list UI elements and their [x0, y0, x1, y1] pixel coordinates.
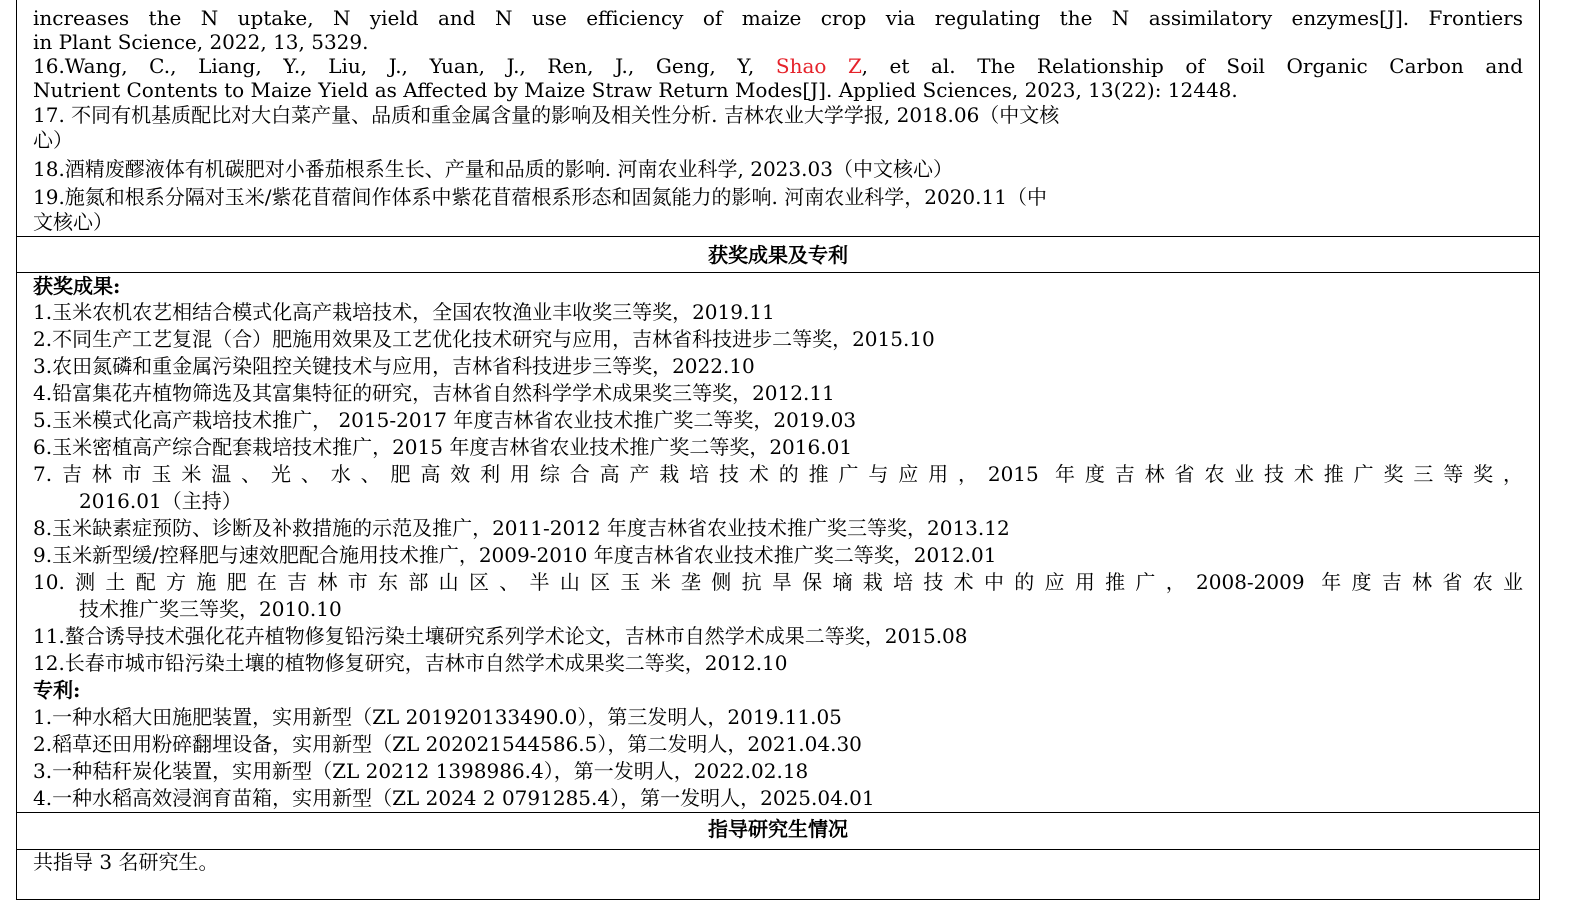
patent-item: 3.一种秸秆炭化装置，实用新型（ZL 20212 1398986.4），第一发明人，2022.02.18: [33, 759, 809, 783]
award-item: 2.不同生产工艺复混（合）肥施用效果及工艺优化技术研究与应用，吉林省科技进步二等奖，2015.10: [33, 327, 935, 351]
students-heading: 指导研究生情况: [708, 817, 848, 841]
highlighted-author: Shao Z: [775, 54, 862, 78]
publication-title: , et al. The Relationship of Soil Organic Carbon and: [861, 54, 1523, 78]
award-item: 7.吉林市玉米温、光、水、肥高效利用综合高产栽培技术的推广与应用，2015 年度吉林省农业技术推广奖三等奖，: [33, 462, 1523, 486]
awards-heading: 获奖成果及专利: [708, 243, 848, 267]
divider: [17, 272, 1539, 273]
patent-item: 2.稻草还田用粉碎翻埋设备，实用新型（ZL 202021544586.5），第二发明人，2021.04.30: [33, 732, 862, 756]
award-item: 1.玉米农机农艺相结合模式化高产栽培技术，全国农牧渔业丰收奖三等奖，2019.11: [33, 300, 775, 324]
award-item-continued: 技术推广奖三等奖，2010.10: [79, 597, 342, 621]
publication-line: in Plant Science, 2022, 13, 5329.: [33, 30, 369, 54]
patent-item: 4.一种水稻高效浸润育苗箱，实用新型（ZL 2024 2 0791285.4），第一发明人，2025.04.01: [33, 786, 875, 810]
publication-authors: 16.Wang, C., Liang, Y., Liu, J., Yuan, J., Ren, J., Geng, Y,: [33, 54, 776, 78]
publication-line: increases the N uptake, N yield and N use efficiency of maize crop via regulating the N assimilatory enzymes[J]. Frontiers: [33, 6, 1523, 30]
document-table: [16, 0, 1540, 900]
publication-line: Nutrient Contents to Maize Yield as Affected by Maize Straw Return Modes[J]. Applied Sciences, 2023, 13(22): 12448.: [33, 78, 1238, 102]
award-item: 5.玉米模式化高产栽培技术推广， 2015-2017 年度吉林省农业技术推广奖二等奖，2019.03: [33, 408, 857, 432]
award-item: 12.长春市城市铅污染土壤的植物修复研究，吉林市自然学术成果奖二等奖，2012.10: [33, 651, 788, 675]
students-text: 共指导 3 名研究生。: [33, 850, 219, 874]
award-item: 9.玉米新型缓/控释肥与速效肥配合施用技术推广，2009-2010 年度吉林省农业技术推广奖二等奖，2012.01: [33, 543, 997, 567]
award-item: 10.测土配方施肥在吉林市东部山区、半山区玉米垄侧抗旱保墒栽培技术中的应用推广，2008-2009 年度吉林省农业: [33, 570, 1523, 594]
divider: [17, 236, 1539, 237]
publication-line: 心）: [33, 128, 73, 152]
publication-line: 文核心）: [33, 210, 113, 234]
patents-label: 专利:: [33, 678, 81, 702]
award-item: 6.玉米密植高产综合配套栽培技术推广，2015 年度吉林省农业技术推广奖二等奖，2016.01: [33, 435, 853, 459]
publication-line: 19.施氮和根系分隔对玉米/紫花苜蓿间作体系中紫花苜蓿根系形态和固氮能力的影响. 河南农业科学，2020.11（中: [33, 185, 1047, 209]
publication-line: 17. 不同有机基质配比对大白菜产量、品质和重金属含量的影响及相关性分析. 吉林农业大学学报, 2018.06（中文核: [33, 103, 1060, 127]
divider: [17, 812, 1539, 813]
award-item: 4.铅富集花卉植物筛选及其富集特征的研究，吉林省自然科学学术成果奖三等奖，2012.11: [33, 381, 835, 405]
publication-line: 18.酒精废醪液体有机碳肥对小番茄根系生长、产量和品质的影响. 河南农业科学, 2023.03（中文核心）: [33, 157, 953, 181]
awards-label: 获奖成果:: [33, 274, 121, 298]
award-item: 3.农田氮磷和重金属污染阻控关键技术与应用，吉林省科技进步三等奖，2022.10: [33, 354, 755, 378]
publication-line: [33, 54, 1523, 78]
award-item: 11.螯合诱导技术强化花卉植物修复铅污染土壤研究系列学术论文，吉林市自然学术成果二等奖，2015.08: [33, 624, 968, 648]
award-item: 8.玉米缺素症预防、诊断及补救措施的示范及推广，2011-2012 年度吉林省农业技术推广奖三等奖，2013.12: [33, 516, 1010, 540]
award-item-continued: 2016.01（主持）: [79, 489, 242, 513]
patent-item: 1.一种水稻大田施肥装置，实用新型（ZL 201920133490.0），第三发明人，2019.11.05: [33, 705, 842, 729]
